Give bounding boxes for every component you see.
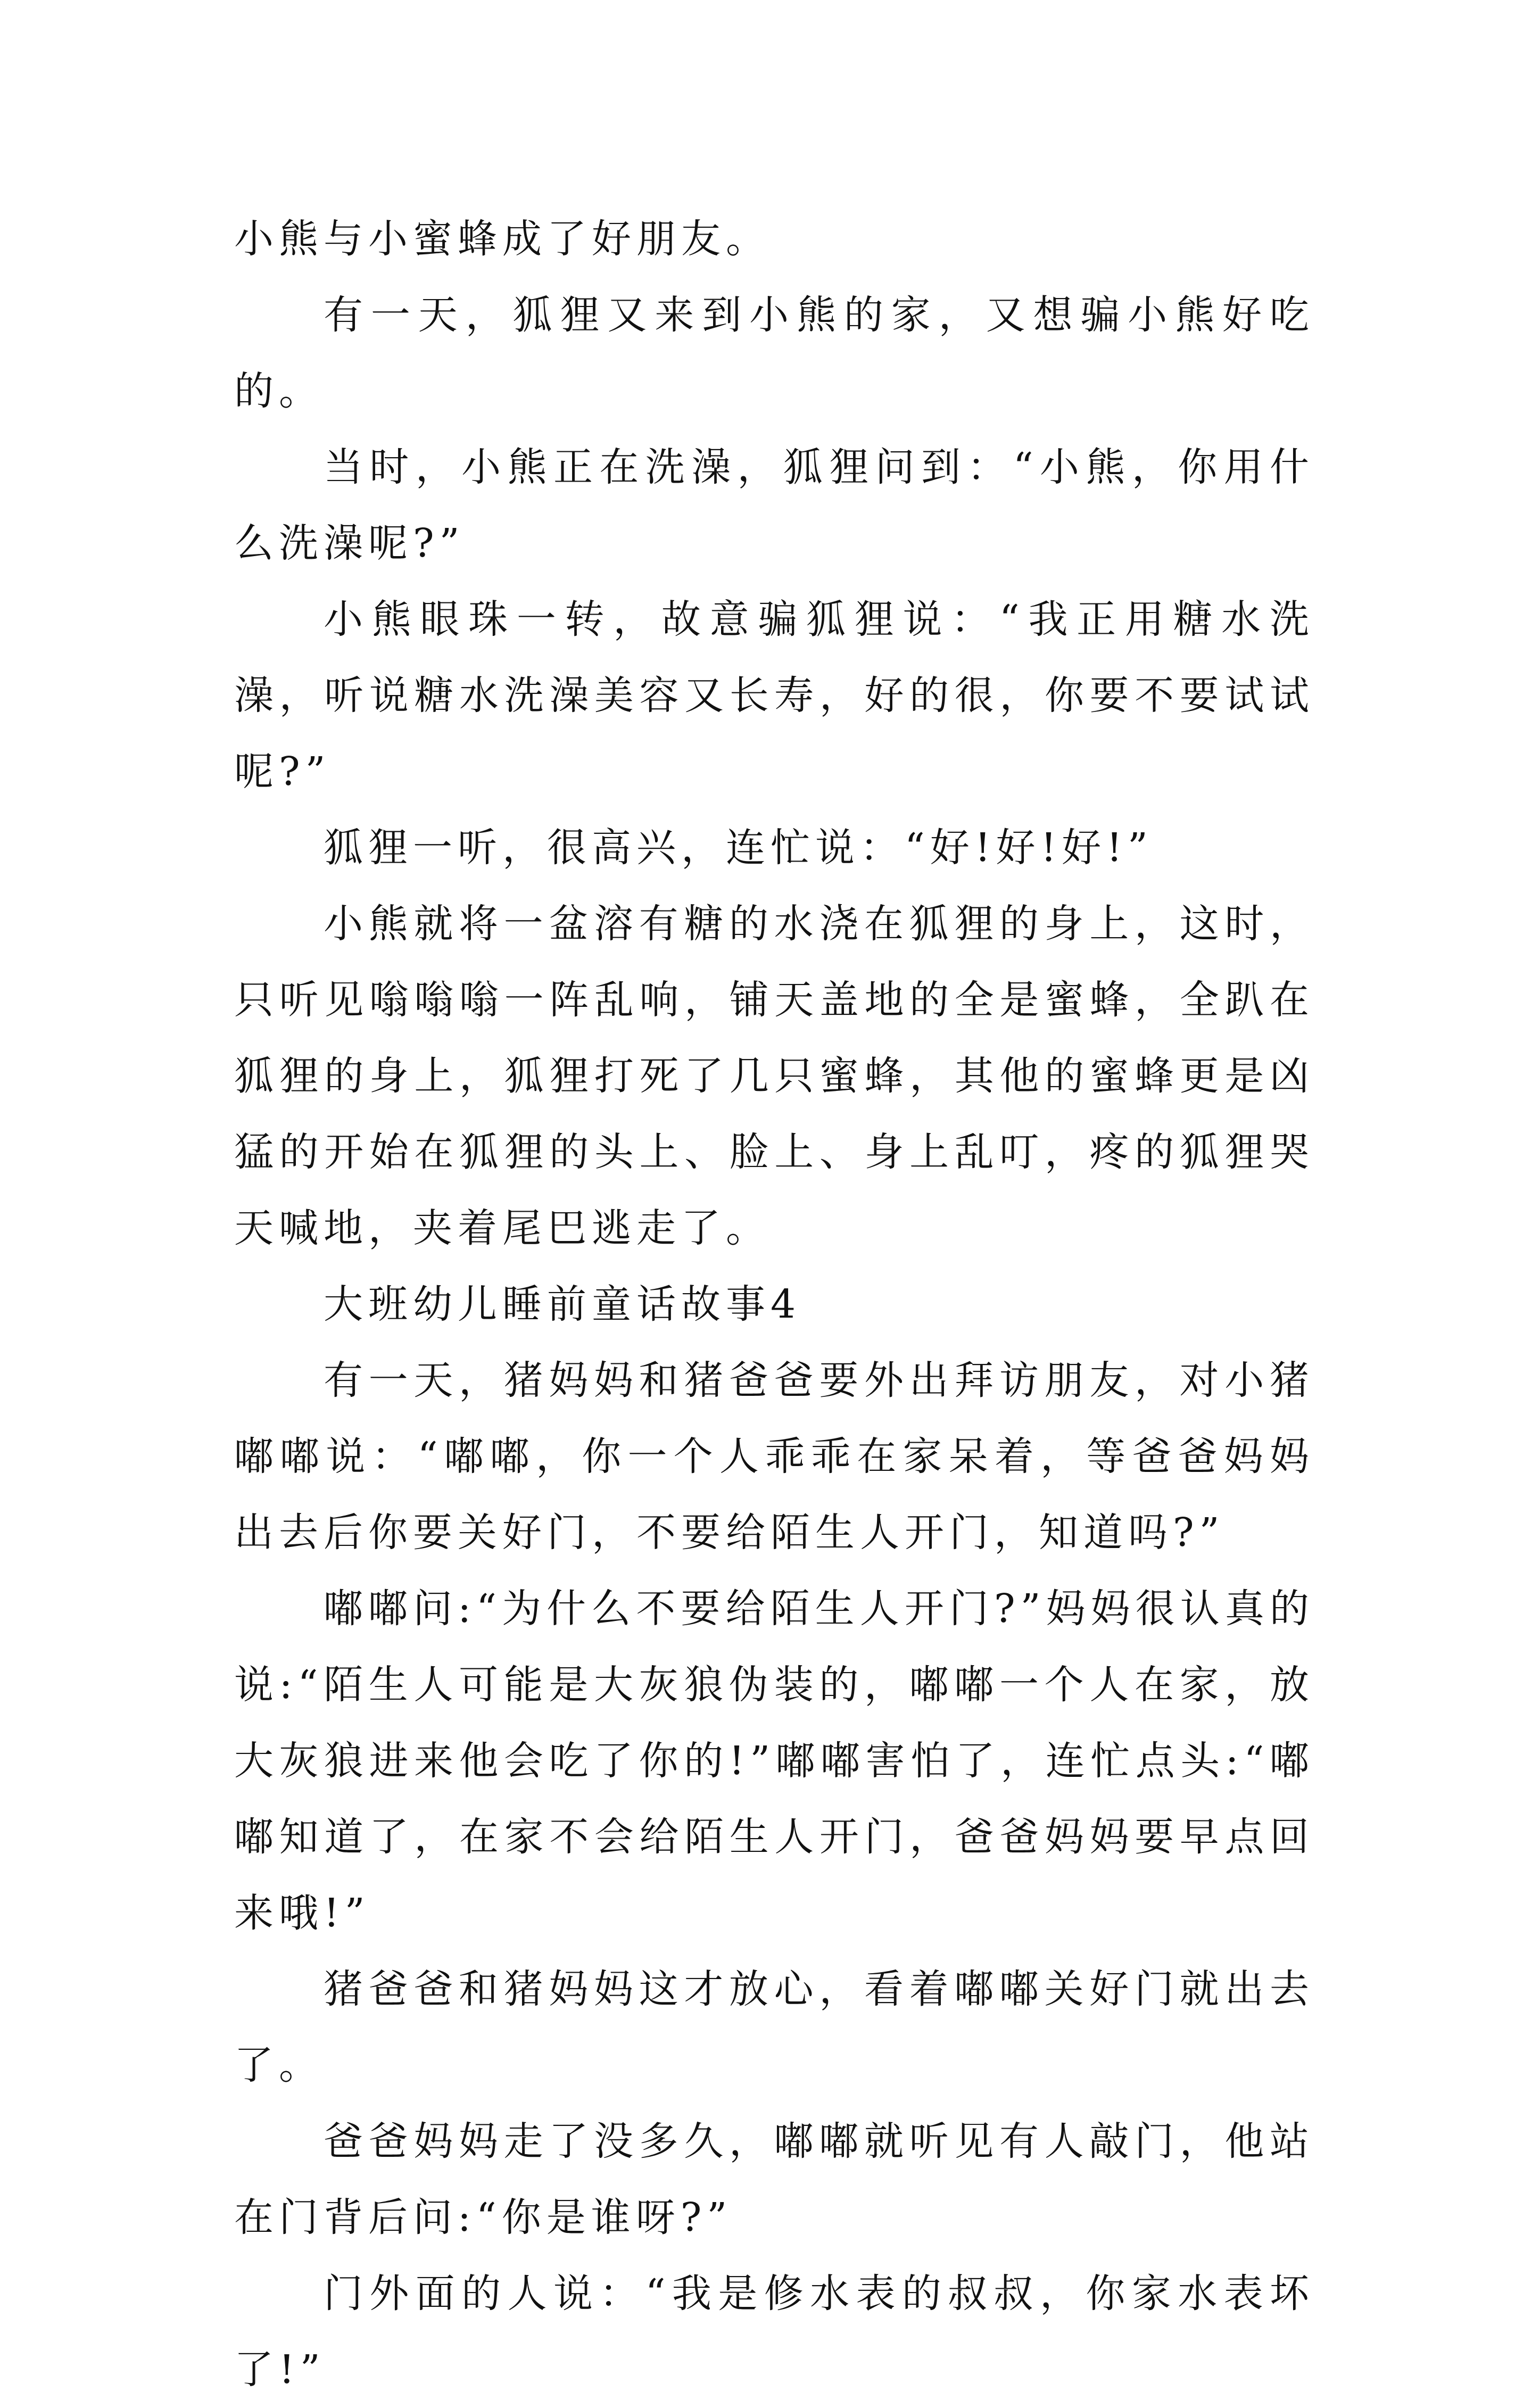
paragraph-12: 门外面的人说：“我是修水表的叔叔，你家水表坏了!”	[234, 2271, 1314, 2393]
paragraph-10: 猪爸爸和猪妈妈这才放心，看着嘟嘟关好门就出去了。	[234, 1966, 1314, 2088]
paragraph-11: 爸爸妈妈走了没多久，嘟嘟就听见有人敲门，他站在门背后问:“你是谁呀?”	[234, 2119, 1314, 2240]
paragraph-5: 狐狸一听，很高兴，连忙说：“好!好!好!”	[324, 825, 1153, 871]
paragraph-3: 当时，小熊正在洗澡，狐狸问到：“小熊，你用什么洗澡呢?”	[234, 444, 1314, 566]
paragraph-4: 小熊眼珠一转，故意骗狐狸说：“我正用糖水洗澡，听说糖水洗澡美容又长寿，好的很，你要不要试试呢?”	[234, 597, 1314, 795]
paragraph-2: 有一天，狐狸又来到小熊的家，又想骗小熊好吃的。	[234, 292, 1314, 414]
paragraph-6: 小熊就将一盆溶有糖的水浇在狐狸的身上，这时，只听见嗡嗡嗡一阵乱响，铺天盖地的全是蜜蜂，全趴在狐狸的身上，狐狸打死了几只蜜蜂，其他的蜜蜂更是凶猛的开始在狐狸的头上、脸上、身上乱叮，疼的狐狸哭天喊地，夹着尾巴逃走了。	[234, 901, 1314, 1251]
paragraph-1: 小熊与小蜜蜂成了好朋友。	[234, 216, 771, 262]
paragraph-9: 嘟嘟问:“为什么不要给陌生人开门?”妈妈很认真的说:“陌生人可能是大灰狼伪装的，嘟嘟一个人在家，放大灰狼进来他会吃了你的!”嘟嘟害怕了，连忙点头:“嘟嘟知道了，在家不会给陌生人开门，爸爸妈妈要早点回来哦!”	[234, 1586, 1314, 1936]
section-heading: 大班幼儿睡前童话故事4	[324, 1281, 801, 1327]
paragraph-8: 有一天，猪妈妈和猪爸爸要外出拜访朋友，对小猪嘟嘟说：“嘟嘟，你一个人乖乖在家呆着，等爸爸妈妈出去后你要关好门，不要给陌生人开门，知道吗?”	[234, 1358, 1314, 1555]
document-body	[234, 201, 1314, 2408]
